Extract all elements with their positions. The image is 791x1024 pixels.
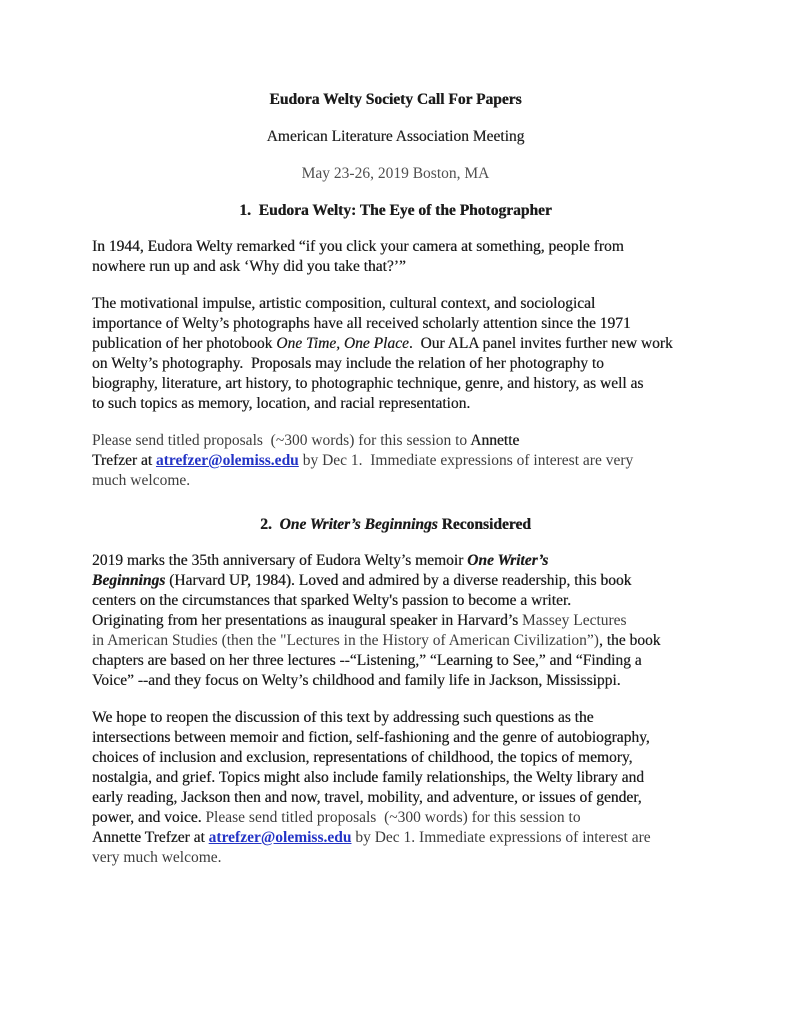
- text-run: Annette: [470, 432, 520, 449]
- text-run: Beginnings: [92, 572, 166, 589]
- text-run: nostalgia, and grief. Topics might also include family relationships, the Welty library and: [92, 769, 644, 786]
- text-run: , the book: [598, 632, 661, 649]
- text-run: on Welty’s photography. Proposals may include the relation of her photography to: [92, 355, 604, 372]
- text-run: Voice” --and they focus on Welty’s childhood and family life in Jackson, Mississippi.: [92, 672, 621, 689]
- paragraph: [92, 294, 699, 414]
- text-run: by Dec 1. Immediate expressions of interest are: [351, 829, 651, 846]
- text-run: Annette Trefzer at: [92, 829, 209, 846]
- text-run: centers on the circumstances that sparked Welty's passion to become a writer.: [92, 592, 572, 609]
- paragraph: [92, 431, 699, 491]
- text-run: Massey Lectures: [522, 612, 627, 629]
- text-run: Originating from her presentations as inaugural speaker in Harvard’s: [92, 612, 522, 629]
- document-body: [92, 201, 699, 868]
- section-2-heading: [92, 515, 699, 535]
- text-run: much welcome.: [92, 472, 191, 489]
- heading-text-run: Reconsidered: [437, 516, 531, 533]
- text-run: biography, literature, art history, to photographic technique, genre, and history, as well as: [92, 375, 644, 392]
- text-run: publication of her photobook: [92, 335, 277, 352]
- text-run: (Harvard UP, 1984). Loved and admired by a diverse readership, this book: [165, 572, 632, 589]
- heading-text-run: Eudora Welty: The Eye of the Photographer: [258, 202, 552, 219]
- text-run: Trefzer at: [92, 452, 156, 469]
- section-1: [92, 201, 699, 491]
- email-link[interactable]: atrefzer@olemiss.edu: [208, 829, 352, 846]
- text-run: One Writer’s: [467, 552, 549, 569]
- text-run: Please send titled proposals (~300 words) for this session to: [92, 432, 471, 449]
- text-run: in American Studies (then the "Lectures in the History of American Civilization”): [92, 632, 599, 649]
- text-run: by Dec 1. Immediate expressions of interest are very: [298, 452, 634, 469]
- paragraph: [92, 551, 699, 691]
- text-run: In 1944, Eudora Welty remarked “if you click your camera at something, people from: [92, 238, 624, 255]
- text-run: intersections between memoir and fiction, self-fashioning and the genre of autobiography,: [92, 729, 650, 746]
- paragraph: [92, 237, 699, 277]
- text-run: Please send titled proposals (~300 words) for this session to: [205, 809, 581, 826]
- heading-text-run: 2.: [260, 516, 280, 533]
- text-run: nowhere run up and ask ‘Why did you take that?’”: [92, 258, 406, 275]
- section-1-heading: [92, 201, 699, 221]
- text-run: early reading, Jackson then and now, travel, mobility, and adventure, or issues of gender,: [92, 789, 642, 806]
- conference-date-location: May 23-26, 2019 Boston, MA: [301, 165, 490, 182]
- conference-name: American Literature Association Meeting: [266, 128, 525, 145]
- text-run: 2019 marks the 35th anniversary of Eudora Welty’s memoir: [92, 552, 468, 569]
- text-run: importance of Welty’s photographs have all received scholarly attention since the 1971: [92, 315, 631, 332]
- document-title: Eudora Welty Society Call For Papers: [269, 91, 522, 108]
- text-run: One Time, One Place: [276, 335, 409, 352]
- email-link[interactable]: atrefzer@olemiss.edu: [155, 452, 299, 469]
- text-run: choices of inclusion and exclusion, representations of childhood, the topics of memory,: [92, 749, 633, 766]
- heading-text-run: One Writer’s Beginnings: [279, 516, 438, 533]
- text-run: to such topics as memory, location, and racial representation.: [92, 395, 471, 412]
- text-run: power, and voice.: [92, 809, 206, 826]
- text-run: very much welcome.: [92, 849, 222, 866]
- heading-text-run: 1.: [239, 202, 259, 219]
- text-run: . Our ALA panel invites further new work: [408, 335, 673, 352]
- text-run: The motivational impulse, artistic composition, cultural context, and sociological: [92, 295, 596, 312]
- paragraph: [92, 708, 699, 868]
- section-2: [92, 515, 699, 868]
- text-run: chapters are based on her three lectures --“Listening,” “Learning to See,” and “Finding a: [92, 652, 642, 669]
- text-run: We hope to reopen the discussion of this text by addressing such questions as the: [92, 709, 594, 726]
